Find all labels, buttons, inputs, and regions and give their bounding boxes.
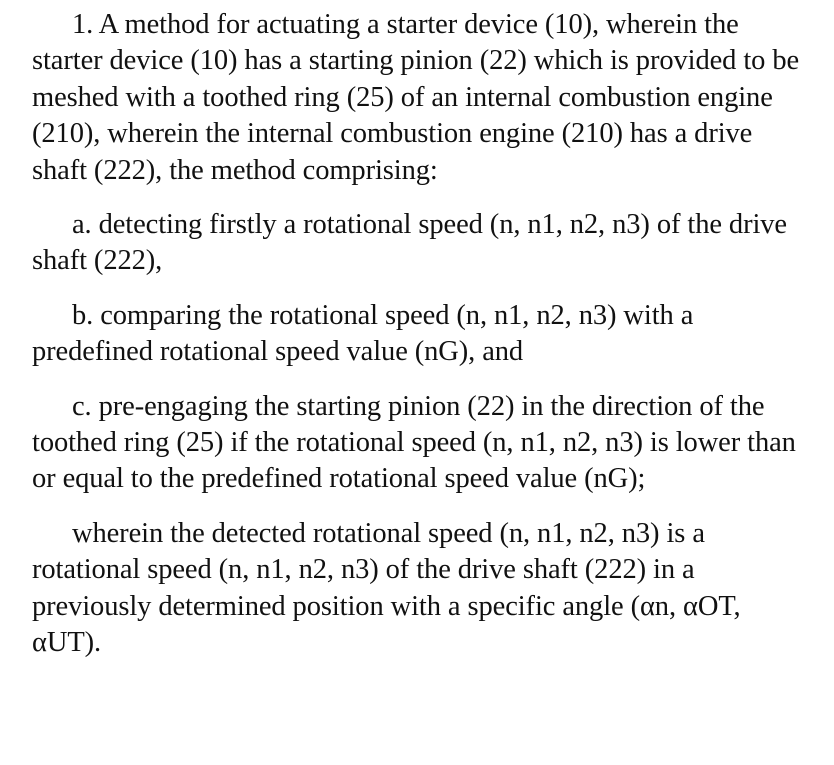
claim-document: [32, 7, 804, 662]
claim-wherein-clause: wherein the detected rotational speed (n, n1, n2, n3) is a rotational speed (n, n1, n2, n3) of the drive shaft (222) in a previously determined position with a specific angle (αn, αOT, αUT).: [32, 517, 741, 659]
claim-preamble: 1. A method for actuating a starter device (10), wherein the starter device (10) has a starting pinion (22) which is provided to be meshed with a toothed ring (25) of an internal combustion engine (210), wherein the internal combustion engine (210) has a drive shaft (222), the method comprising:: [32, 9, 800, 186]
claim-step-c: c. pre-engaging the starting pinion (22) in the direction of the toothed ring (25) if the rotational speed (n, n1, n2, n3) is lower than or equal to the predefined rotational speed value (nG);: [32, 390, 796, 495]
claim-step-a: a. detecting firstly a rotational speed (n, n1, n2, n3) of the drive shaft (222),: [32, 209, 787, 277]
claim-step-b: b. comparing the rotational speed (n, n1, n2, n3) with a predefined rotational speed value (nG), and: [32, 299, 694, 368]
